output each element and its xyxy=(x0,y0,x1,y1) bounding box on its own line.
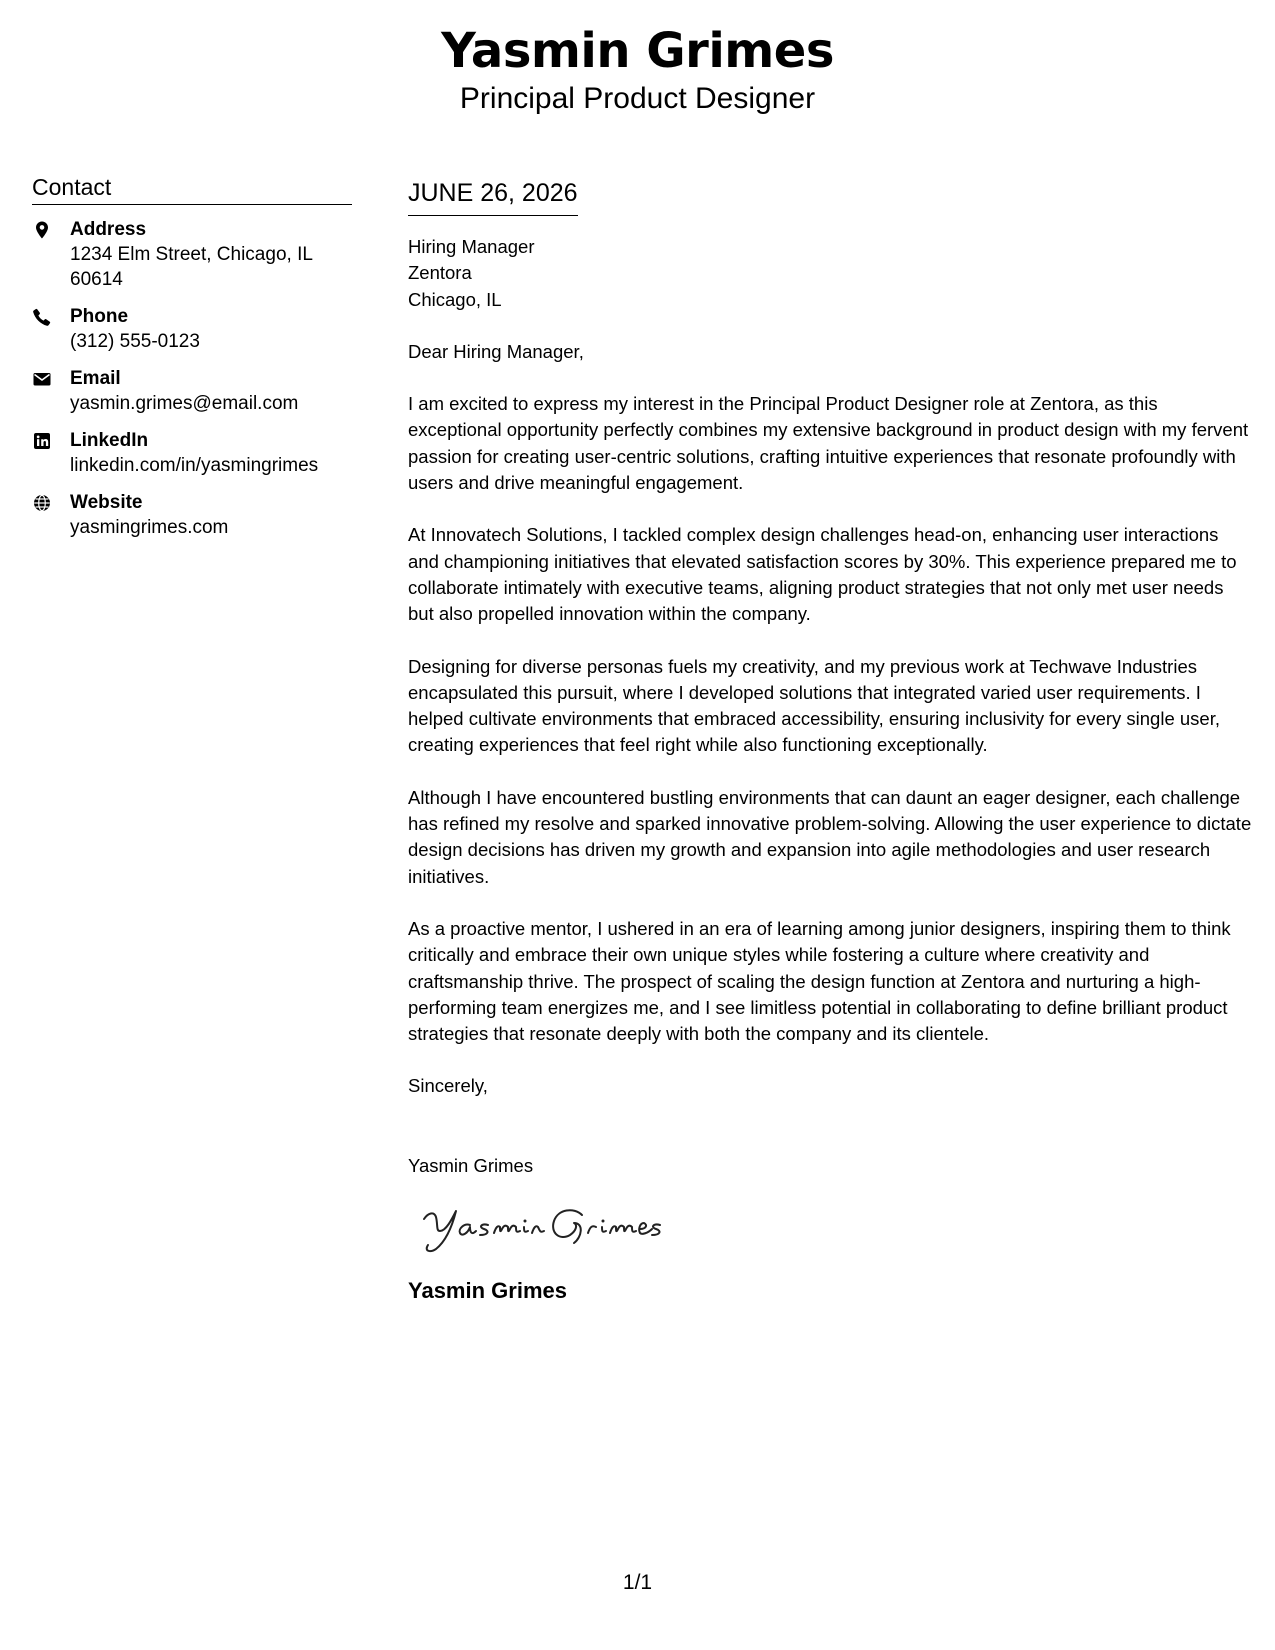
recipient-location: Chicago, IL xyxy=(408,288,502,310)
contact-item-email xyxy=(32,366,352,416)
linkedin-value: linkedin.com/in/yasmingrimes xyxy=(70,455,319,476)
email-value: yasmin.grimes@email.com xyxy=(70,393,299,414)
website-value: yasmingrimes.com xyxy=(70,517,229,538)
body-paragraph: Designing for diverse personas fuels my creativity, and my previous work at Techwave Industries encapsulated this pursuit, where I developed solutions that integrated varied user requirements. I helped cultivate environments that embraced accessibility, ensuring inclusivity for every single user, creating experiences that feel right while also functioning exceptionally. xyxy=(408,655,1220,756)
letter-body xyxy=(408,177,1253,1305)
contact-section-title: Contact xyxy=(32,172,352,205)
letter-date: JUNE 26, 2026 xyxy=(408,177,578,216)
body-paragraph: Although I have encountered bustling environments that can daunt an eager designer, each challenge has refined my resolve and sparked innovative problem-solving. Allowing the user experience to dictate design decisions has driven my growth and expansion into agile methodologies and user research initiatives. xyxy=(408,786,1252,887)
applicant-name: Yasmin Grimes xyxy=(441,23,834,79)
email-label: Email xyxy=(70,368,121,389)
contact-item-address xyxy=(32,217,352,292)
closing: Sincerely, xyxy=(408,1075,488,1097)
envelope-icon xyxy=(32,369,52,389)
signer-name-bold: Yasmin Grimes xyxy=(408,1278,567,1304)
document-header xyxy=(0,22,1275,117)
recipient-name: Hiring Manager xyxy=(408,236,535,257)
contact-sidebar xyxy=(32,172,352,552)
handwritten-signature xyxy=(414,1197,1253,1259)
body-paragraph: At Innovatech Solutions, I tackled complex design challenges head-on, enhancing user interactions and championing initiatives that elevated satisfaction scores by 30%. This experience prepared me to collaborate intimately with executive teams, aligning product strategies that not only met user needs but also propelled innovation within the company. xyxy=(408,524,1237,625)
signer-name: Yasmin Grimes xyxy=(408,1154,534,1176)
salutation: Dear Hiring Manager, xyxy=(408,340,584,362)
page-number: 1/1 xyxy=(622,1571,653,1594)
body-paragraph: As a proactive mentor, I ushered in an era of learning among junior designers, inspiring them to think critically and embrace their own unique styles while fostering a culture where creativity and craftsmanship thrive. The prospect of scaling the design function at Zentora and nurturing a high-performing team energizes me, and I see limitless potential in collaborating to define brilliant product strategies that resonate deeply with both the company and its clientele. xyxy=(408,917,1231,1045)
contact-list xyxy=(32,217,352,540)
recipient-company: Zentora xyxy=(408,262,472,284)
phone-label: Phone xyxy=(70,306,129,327)
address-label: Address xyxy=(70,219,147,240)
applicant-title: Principal Product Designer xyxy=(459,82,816,115)
recipient-block xyxy=(408,234,1253,313)
body-paragraph: I am excited to express my interest in the Principal Product Designer role at Zentora, as this exceptional opportunity perfectly combines my extensive background in product design with my fervent passion for creating user-centric solutions, crafting intuitive experiences that resonate profoundly with users and drive meaningful engagement. xyxy=(408,393,1249,494)
phone-value: (312) 555-0123 xyxy=(70,331,200,352)
contact-item-website xyxy=(32,490,352,540)
linkedin-label: LinkedIn xyxy=(70,430,149,451)
contact-item-linkedin xyxy=(32,428,352,478)
linkedin-icon xyxy=(32,431,52,451)
website-label: Website xyxy=(70,492,143,513)
address-value: 1234 Elm Street, Chicago, IL 60614 xyxy=(70,244,313,290)
phone-icon xyxy=(32,307,52,327)
map-pin-icon xyxy=(32,220,52,240)
contact-item-phone xyxy=(32,304,352,354)
globe-icon xyxy=(32,493,52,513)
